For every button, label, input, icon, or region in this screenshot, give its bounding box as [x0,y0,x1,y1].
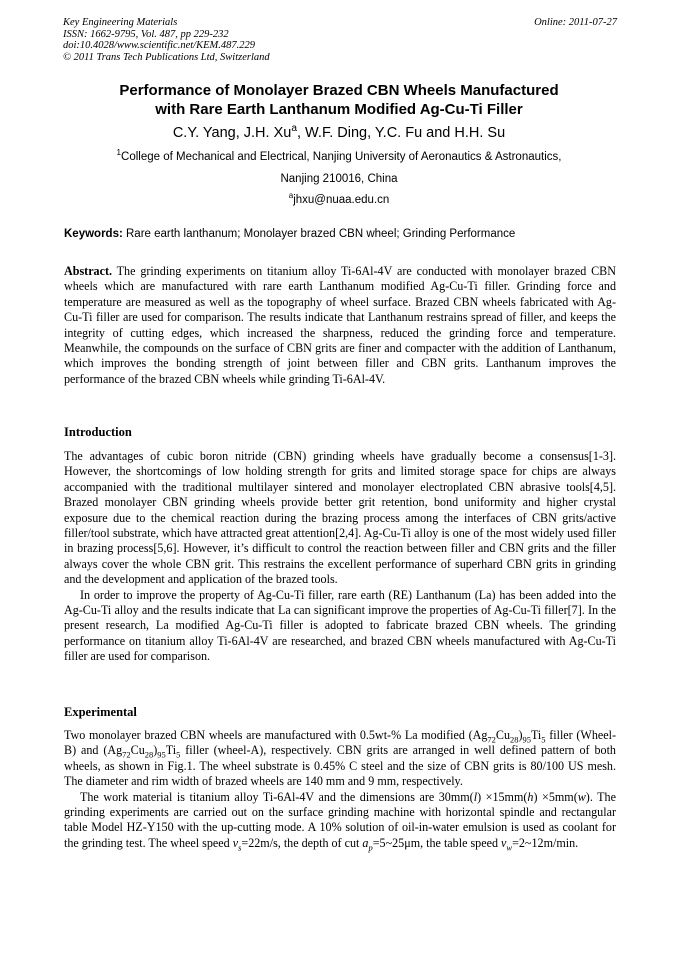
abstract-text: The grinding experiments on titanium alloy Ti-6Al-4V are conducted with monolayer brazed CBN wheels which are manufactured with rare earth Lanthanum modified Ag-Cu-Ti filler. Grinding force and temperature are measured as well as the topography of wheel surface. Brazed CBN wheels fabricated with Ag-Cu-Ti filler are used for comparison. The results indicate that Lanthanum restrains spread of filler, and keeps the integrity of cutting edges, which increased the sharpness, reduced the grinding force and temperature. Meanwhile, the compounds on the surface of CBN grits are finer and compacter with the addition of Lanthanum, which improves the bonding strength of joint between filler and CBN grits. Lanthanum improves the performance of the brazed CBN wheels while grinding Ti-6Al-4V. [64,264,616,386]
text-run: ) [153,743,158,758]
subscript: 5 [541,734,546,745]
title-line-1: Performance of Monolayer Brazed CBN Wheels Manufactured [119,82,559,99]
abstract-label: Abstract. [64,264,113,278]
experimental-body [64,728,616,851]
variable: h [527,789,534,804]
affiliation-line-1 [40,148,638,163]
author-superscript: a [291,123,297,135]
subscript: p [368,842,373,853]
text-run: filler (Wheel-B) and (Ag [64,728,616,758]
author-names-2: , W.F. Ding, Y.C. Fu and H.H. Su [296,125,506,141]
text-run: ) [518,728,523,742]
paper-title [40,81,638,119]
journal-name: Key Engineering Materials [63,17,178,28]
author-names-1: C.Y. Yang, J.H. Xu [172,125,292,141]
subscript: 72 [487,734,496,745]
variable: v [232,835,239,850]
affiliation-text: College of Mechanical and Electrical, Nanjing University of Aeronautics & Astronautics, [121,151,562,163]
text-run: filler (wheel-A), respectively. CBN grits are arranged in well defined pattern of both wheels, as shown in Fig.1. The wheel substrate is 0.45% C steel and the size of CBN grits is 80/100 US mesh. The diameter and rim width of brazed wheels are 140 mm and 9 mm, respectively. [64,743,616,789]
text-run: Cu [495,728,510,742]
text-run: =5~25μm, the table speed [372,835,502,850]
introduction-paragraph-1: The advantages of cubic boron nitride (CBN) grinding wheels have gradually become a consensus[1-3]. However, the shortcomings of low holding strength for grits and limited storage space for chips are always accompanied with the traditional multilayer sintered and monolayer electroplated CBN abrasive tools[4,5]. Brazed monolayer CBN grinding wheels provide better grit retention, bond uniformity and higher crystal exposure due to the chemical reaction during the brazing process among the interfaces of CBN grits/active filler/tool substrate, which have attracted great attention[2,4]. Ag-Cu-Ti alloy is one of the most widely used filler in brazing process[5,6]. However, it’s difficult to control the reaction between filler and CBN grits and the filler always cover the whole CBN grit. This restrains the excellent performance of superhard CBN grits in grinding and the development and application of the brazed tools. [64,449,616,587]
text-run: ) ×15mm( [477,789,528,804]
introduction-heading: Introduction [64,425,132,439]
variable: l [473,789,478,804]
introduction-body [64,449,616,665]
text-run: ) ×5mm( [533,789,578,804]
copyright-line: © 2011 Trans Tech Publications Ltd, Switzerland [63,51,270,63]
subscript: s [238,842,242,853]
experimental-heading: Experimental [64,705,137,719]
variable: v [501,835,507,850]
introduction-paragraph-2: In order to improve the property of Ag-Cu-Ti filler, rare earth (RE) Lanthanum (La) has been added into the Ag-Cu-Ti alloy and the results indicate that La can significant improve the properties of Ag-Cu-Ti filler[7]. In the present research, La modified Ag-Cu-Ti filler is adopted to fabricate brazed CBN wheels. The grinding performance on titanium alloy Ti-6Al-4V are researched, and brazed CBN wheels manufactured with Ag-Cu-Ti filler are used for comparison. [64,587,616,664]
subscript: 5 [176,749,181,760]
variable: a [362,835,369,850]
subscript: 95 [522,734,531,745]
issn-line: ISSN: 1662-9795, Vol. 487, pp 229-232 [63,28,229,40]
text-run: Cu [130,743,145,758]
variable: w [577,789,586,804]
text-run: =22m/s, the depth of cut [241,835,363,850]
text-run: ). The grinding experiments are carried out on the surface grinding machine with horizontal spindle and rectangular table Model HZ-Y150 with the up-cutting mode. A 10% solution of oil-in-water emulsion is used as coolant for the grinding test. The wheel speed [64,789,616,850]
email-address: jhxu@nuaa.edu.cn [293,194,390,206]
affiliation-line-2: Nanjing 210016, China [280,173,398,185]
doi-line: doi:10.4028/www.scientific.net/KEM.487.229 [63,40,255,51]
subscript: w [506,842,513,853]
keywords-text: Rare earth lanthanum; Monolayer brazed CBN wheel; Grinding Performance [122,228,516,240]
online-date: Online: 2011-07-27 [534,17,617,28]
subscript: 95 [157,749,166,760]
keywords [64,228,616,240]
text-run: Ti [530,728,542,742]
experimental-paragraph-2 [64,790,616,852]
experimental-paragraph-1 [64,728,616,790]
keywords-label: Keywords: [64,228,123,240]
subscript: 28 [144,749,154,760]
text-run: Two monolayer brazed CBN wheels are manufactured with 0.5wt-% La modified (Ag [64,728,488,742]
subscript: 72 [122,749,131,760]
text-run: The work material is titanium alloy Ti-6Al-4V and the dimensions are 30mm( [80,789,474,804]
subscript: 28 [510,734,519,745]
text-run: Ti [165,743,177,758]
text-run: =2~12m/min. [512,835,579,850]
title-line-2: with Rare Earth Lanthanum Modified Ag-Cu-Ti Filler [155,101,523,118]
email-superscript: a [288,191,294,201]
author-list [40,125,638,141]
journal-header [63,17,617,63]
affiliation-superscript: 1 [116,148,122,158]
abstract [64,264,616,387]
author-email [40,191,638,206]
